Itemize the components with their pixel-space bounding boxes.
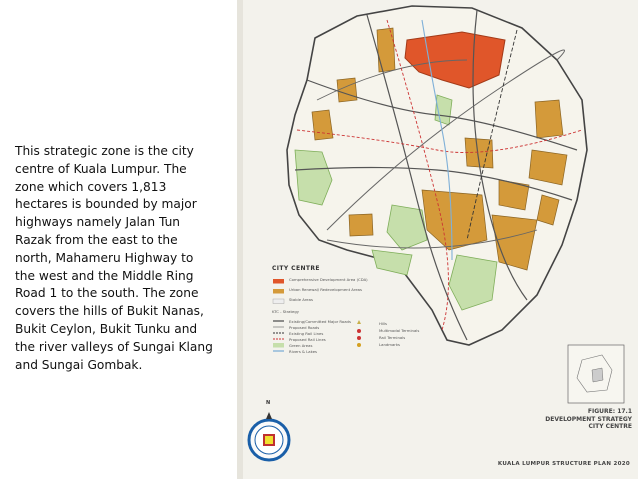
legend-title: CITY CENTRE	[272, 265, 320, 272]
description-line: This strategic zone is the city	[15, 144, 194, 158]
redevelopment-area	[377, 28, 395, 72]
legend-item: Landmarks	[379, 342, 401, 347]
description-line: Bukit Ceylon, Bukit Tunku and	[15, 321, 198, 336]
description-line: north, Mahameru Highway to	[15, 250, 194, 265]
redevelopment-area	[337, 78, 357, 102]
description-line: Razak from the east to the	[15, 232, 178, 247]
legend-item: Rail Terminals	[379, 335, 406, 340]
north-label: N	[266, 400, 271, 406]
legend-item: Existing Rail Lines	[289, 331, 324, 336]
legend-item: Stable Areas	[289, 297, 313, 302]
figure-label: FIGURE: 17.1	[587, 408, 632, 415]
redevelopment-area	[312, 110, 333, 140]
description-line: centre of Kuala Lumpur. The	[15, 161, 187, 176]
plan-title: KUALA LUMPUR STRUCTURE PLAN 2020	[497, 461, 630, 467]
redevelopment-area	[535, 100, 563, 138]
description-line: zone which covers 1,813	[15, 179, 167, 194]
redevelopment-area	[349, 214, 373, 236]
description-line: the west and the Middle Ring	[15, 268, 194, 283]
description-line: covers the hills of Bukit Nanas,	[15, 304, 204, 319]
description-line: the river valleys of Sungai Klang	[15, 339, 213, 354]
figure-subtitle: CITY CENTRE	[588, 423, 632, 430]
redevelopment-area	[499, 180, 529, 210]
figure-caption	[520, 408, 632, 431]
legend-item: KTC - Strategy	[272, 309, 299, 314]
description-line: highways namely Jalan Tun	[15, 215, 181, 230]
legend-item: Multimodal Terminals	[379, 328, 420, 333]
legend-item: Green Areas	[289, 343, 313, 348]
description-line: Road 1 to the south. The zone	[15, 286, 199, 301]
legend-item: Proposed Roads	[289, 325, 320, 330]
figure-title: DEVELOPMENT STRATEGY	[545, 415, 632, 423]
description-line: and Sungai Gombak.	[15, 357, 143, 372]
legend-item: Existing/Committed Major Roads	[289, 319, 351, 324]
legend-item: Proposed Rail Lines	[289, 337, 326, 342]
legend-item: Urban Renewal/ Redevelopment Areas	[289, 287, 362, 292]
legend-item: Hills	[379, 321, 387, 326]
legend-item: Rivers & Lakes	[289, 349, 318, 354]
legend-item: Comprehensive Development Area (CDA)	[289, 277, 368, 282]
zone-description	[15, 143, 230, 374]
description-line: hectares is bounded by major	[15, 197, 197, 212]
